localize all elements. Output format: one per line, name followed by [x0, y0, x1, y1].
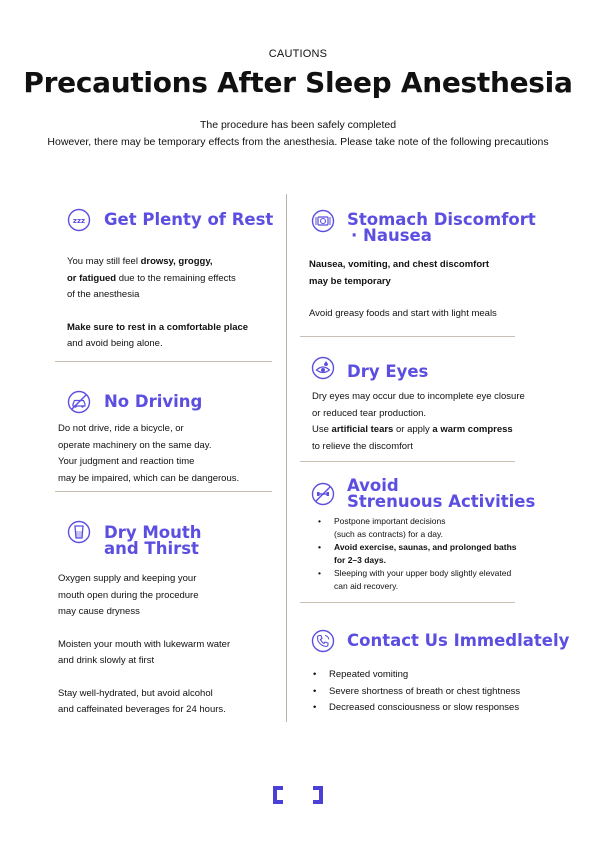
strenuous-text: (such as contracts) for a day. [334, 529, 443, 539]
driving-heading: No Driving [104, 392, 203, 411]
driving-text: operate machinery on the same day. [58, 439, 212, 451]
list-item [314, 515, 516, 541]
dryeyes-text: Dry eyes may occur due to incomplete eye closure [312, 391, 525, 402]
drymouth-text: Moisten your mouth with lukewarm water [58, 638, 231, 650]
dryeyes-text-bold: a warm compress [432, 424, 513, 435]
drymouth-text: and drink slowly at first [58, 655, 155, 666]
drymouth-body [58, 571, 230, 719]
strenuous-text-bold: for 2–3 days. [334, 555, 386, 565]
list-item [314, 567, 516, 593]
section-divider [300, 336, 515, 337]
drymouth-heading [104, 525, 201, 557]
dryeyes-text: to relieve the discomfort [312, 440, 413, 452]
water-glass-icon [67, 520, 91, 544]
stomach-text-bold: may be temporary [309, 275, 391, 287]
column-divider [286, 194, 287, 722]
eyebrow-label: CAUTIONS [268, 48, 328, 60]
driving-text: Your judgment and reaction time [58, 456, 195, 467]
dryeyes-text: or apply [393, 424, 433, 435]
driving-text: may be impaired, which can be dangerous. [58, 472, 240, 484]
section-divider [55, 491, 272, 492]
stomach-heading-line: · Nausea [351, 226, 432, 245]
drymouth-text: Stay well-hydrated, but avoid alcohol [58, 687, 213, 699]
brackets-logo-icon [272, 785, 324, 805]
driving-body [58, 421, 239, 487]
strenuous-list [314, 515, 516, 593]
strenuous-heading-line: Strenuous Activities [347, 492, 536, 511]
drymouth-text: and caffeinated beverages for 24 hours. [58, 704, 226, 715]
section-divider [300, 461, 515, 462]
phone-call-icon [311, 629, 335, 653]
list-item: • Decreased consciousness or slow responses [309, 700, 520, 717]
stomach-body [309, 257, 497, 323]
drymouth-text: mouth open during the procedure [58, 589, 199, 601]
strenuous-heading [347, 478, 535, 510]
stomach-heading-line: Stomach Discomfort [347, 210, 536, 229]
list-item: • Repeated vomiting [309, 667, 520, 684]
dryeyes-text: Use [312, 424, 332, 435]
drymouth-heading-line: Dry Mouth [104, 523, 202, 542]
sleep-zzz-icon [67, 208, 91, 232]
list-item [314, 541, 516, 567]
drymouth-heading-line: and Thirst [104, 539, 199, 558]
rest-heading: Get Plenty of Rest [104, 210, 274, 229]
strenuous-text: • Sleeping with your upper body slightly elevated [334, 568, 512, 578]
eye-drops-icon [311, 356, 335, 380]
intro-line-2: However, there may be temporary effects from the anesthesia. Please take note of the following precautions [47, 136, 549, 148]
strenuous-text: can aid recovery. [334, 581, 399, 591]
no-driving-icon [67, 390, 91, 414]
rest-text-bold: or fatigued [67, 272, 117, 284]
contact-list [309, 667, 520, 717]
rest-text-bold: drowsy, groggy, [140, 256, 213, 267]
dryeyes-text-bold: artificial tears [331, 424, 394, 435]
strenuous-heading-line: Avoid [347, 476, 399, 495]
no-exercise-icon [311, 482, 335, 506]
strenuous-text-bold: • Avoid exercise, saunas, and prolonged baths [334, 542, 517, 552]
intro-line-1: The procedure has been safely completed [199, 119, 397, 131]
strenuous-text: • Postpone important decisions [334, 516, 446, 526]
meal-plate-icon [311, 209, 335, 233]
contact-heading: Contact Us Immedlately [347, 631, 570, 650]
stomach-text: Avoid greasy foods and start with light meals [309, 308, 497, 319]
rest-text-bold: Make sure to rest in a comfortable place [67, 321, 249, 333]
rest-body [67, 254, 248, 353]
rest-text: of the anesthesia [67, 289, 140, 300]
drymouth-text: Oxygen supply and keeping your [58, 573, 197, 584]
svg-text:zzz: zzz [72, 217, 86, 225]
rest-text: and avoid being alone. [67, 338, 163, 349]
section-divider [55, 361, 272, 362]
section-divider [300, 602, 515, 603]
list-item: • Severe shortness of breath or chest tightness [309, 684, 520, 701]
stomach-heading [347, 212, 536, 244]
drymouth-text: may cause dryness [58, 606, 140, 617]
stomach-text-bold: Nausea, vomiting, and chest discomfort [309, 259, 490, 270]
rest-text: due to the remaining effects [116, 272, 236, 284]
driving-text: Do not drive, ride a bicycle, or [58, 423, 184, 434]
page-title: Precautions After Sleep Anesthesia [23, 66, 573, 99]
dryeyes-body [312, 389, 525, 455]
dryeyes-text: or reduced tear production. [312, 407, 427, 419]
rest-text: You may still feel [67, 256, 141, 267]
dryeyes-heading: Dry Eyes [347, 362, 429, 381]
